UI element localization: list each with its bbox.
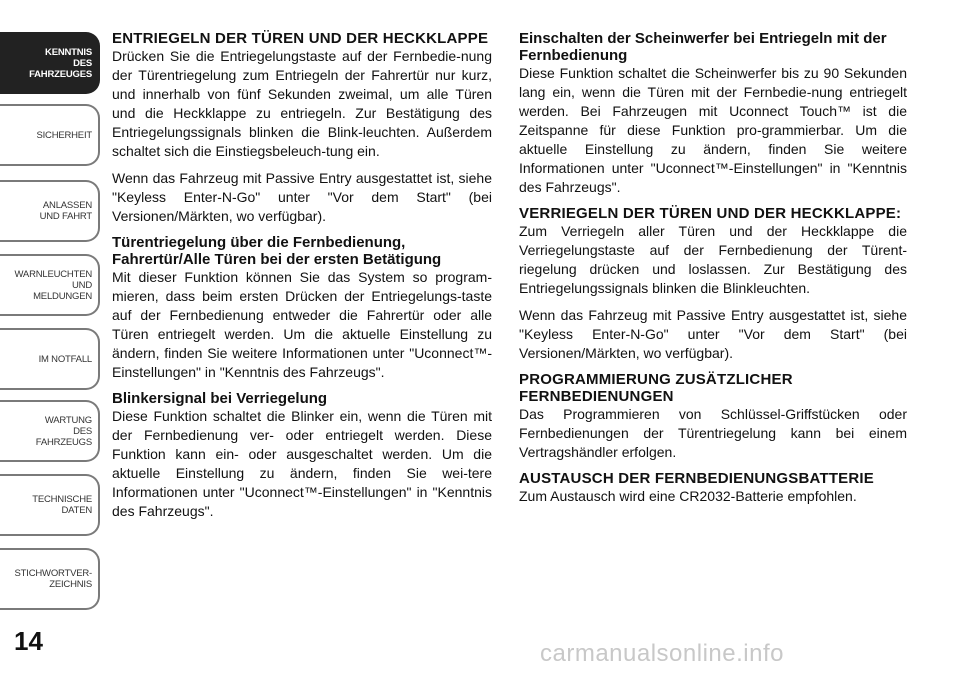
paragraph: Wenn das Fahrzeug mit Passive Entry ausgestattet ist, siehe "Keyless Enter-N-Go" unter "Vor dem Start" (bei Versionen/Märkten, wo verfügbar).: [519, 307, 907, 361]
tab-label: WARTUNG DES FAHRZEUGS: [35, 414, 92, 448]
tab-label: STICHWORTVER- ZEICHNIS: [14, 568, 92, 590]
tab-label: ANLASSEN UND FAHRT: [39, 200, 92, 222]
paragraph: Drücken Sie die Entriegelungstaste auf der Fernbedie-nung der Türentriegelung zum Entriegeln der Fahrertür nur kurz, und innerhalb von fünf Sekunden zweimal, um alle Türen und die Heckklappe zu entriegeln. Zur Bestätigung des Entriegelungssignals blinken die Blink-leuchten. Außerdem schaltet sich die Einstiegsbeleuch-tung ein.: [112, 48, 492, 159]
tab-label: SICHERHEIT: [36, 129, 92, 141]
paragraph: Zum Verriegeln aller Türen und der Heckklappe die Verriegelungstaste auf der Fernbedienung der Türent-riegelung drücken und loslassen. Zur Bestätigung des Entriegelungssignals blinken die Blinkleuchten.: [519, 223, 907, 296]
section-title: Einschalten der Scheinwerfer bei Entriegeln mit der Fernbedienung: [519, 30, 887, 64]
paragraph: Das Programmieren von Schlüssel-Griffstücken oder Fernbedienungen der Türentriegelung kann bei einem Vertragshändler erfolgen.: [519, 406, 907, 460]
left-column: [112, 30, 492, 527]
tab-im-notfall[interactable]: [0, 328, 100, 390]
tab-label: KENNTNIS DES FAHRZEUGES: [29, 46, 92, 80]
tab-technische-daten[interactable]: [0, 474, 100, 536]
paragraph: Mit dieser Funktion können Sie das System so program-mieren, dass beim ersten Drücken der Entriegelungs-taste auf der Fernbedienung entweder die Fahrertür oder alle Türen entriegelt werden. Um die aktuelle Einstellung zu ändern, finden Sie weitere Informationen unter "Uconnect™-Einstellungen" in "Kenntnis des Fahrzeugs".: [112, 269, 492, 380]
tab-stichwortverzeichnis[interactable]: [0, 548, 100, 610]
watermark: carmanualsonline.info: [540, 640, 784, 667]
section-title: ENTRIEGELN DER TÜREN UND DER HECKKLAPPE: [112, 30, 489, 47]
tab-wartung-des-fahrzeugs[interactable]: [0, 400, 100, 462]
tab-kenntnis-des-fahrzeuges[interactable]: [0, 32, 100, 94]
section-title: VERRIEGELN DER TÜREN UND DER HECKKLAPPE:: [519, 205, 902, 222]
section-title: Blinkersignal bei Verriegelung: [112, 390, 328, 407]
tab-sicherheit[interactable]: [0, 104, 100, 166]
right-column: [519, 30, 907, 512]
tab-label: TECHNISCHE DATEN: [32, 494, 92, 516]
section-title: Türentriegelung über die Fernbedienung, Fahrertür/Alle Türen bei der ersten Betätigung: [112, 234, 442, 268]
section-title: PROGRAMMIERUNG ZUSÄTZLICHER FERNBEDIENUNGEN: [519, 371, 793, 405]
tab-warnleuchten-und-meldungen[interactable]: [0, 254, 100, 316]
section-title: AUSTAUSCH DER FERNBEDIENUNGSBATTERIE: [519, 470, 874, 487]
tab-label: WARNLEUCHTEN UND MELDUNGEN: [14, 268, 92, 302]
paragraph: Zum Austausch wird eine CR2032-Batterie empfohlen.: [519, 488, 857, 504]
tab-anlassen-und-fahrt[interactable]: [0, 180, 100, 242]
tab-label: IM NOTFALL: [38, 353, 92, 365]
page-number: 14: [14, 626, 43, 656]
paragraph: Wenn das Fahrzeug mit Passive Entry ausgestattet ist, siehe "Keyless Enter-N-Go" unter "Vor dem Start" (bei Versionen/Märkten, wo verfügbar).: [112, 170, 492, 224]
chapter-sidebar: [0, 0, 100, 678]
paragraph: Diese Funktion schaltet die Blinker ein, wenn die Türen mit der Fernbedienung ver- oder entriegelt werden. Diese Funktion kann ein- oder ausgeschaltet werden. Um die aktuelle Einstellung zu ändern, finden Sie wei-tere Informationen unter "Uconnect™-Einstellungen" in "Kenntnis des Fahrzeugs".: [112, 408, 492, 519]
paragraph: Diese Funktion schaltet die Scheinwerfer bis zu 90 Sekunden lang ein, wenn die Türen mit der Fernbedie-nung entriegelt werden. Bei Fahrzeugen mit Uconnect Touch™ ist die Zeitspanne für diese Funktion pro-grammierbar. Um die aktuelle Einstellung zu ändern, finden Sie weitere Informationen unter "Uconnect™-Einstellungen" in "Kenntnis des Fahrzeugs".: [519, 65, 907, 195]
